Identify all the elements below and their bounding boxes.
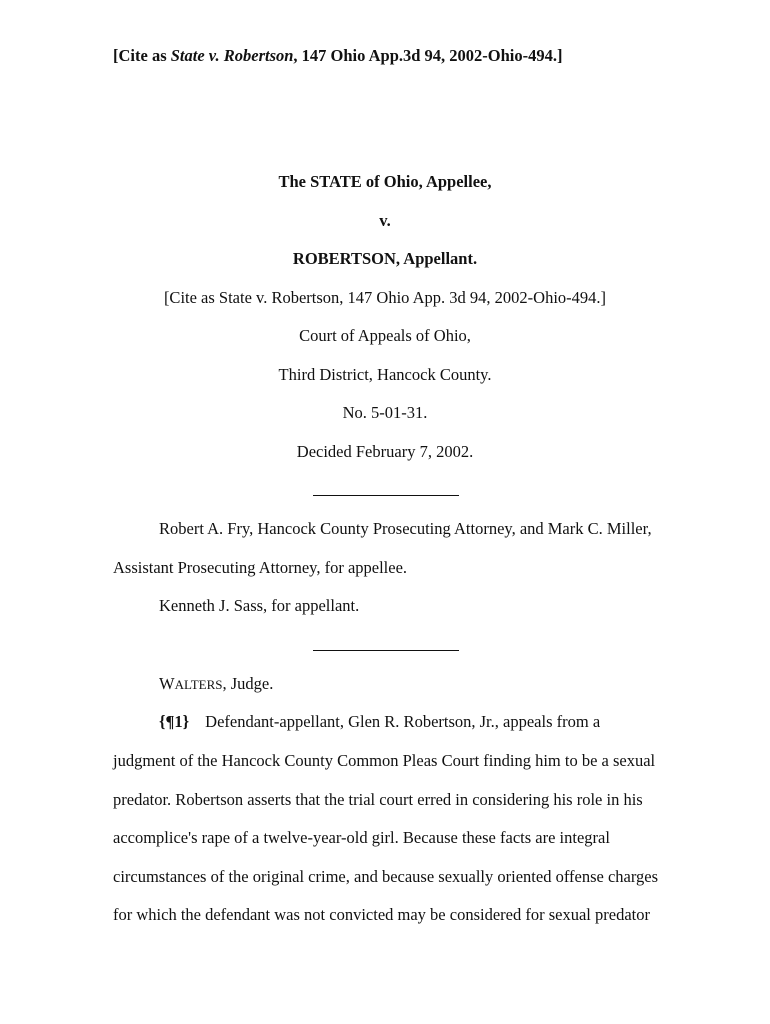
judge-initial: W (159, 674, 175, 693)
citation-suffix: , 147 Ohio App.3d 94, 2002-Ohio-494.] (293, 46, 563, 65)
paragraph-line: accomplice's rape of a twelve-year-old girl. Because these facts are integral (113, 828, 610, 847)
case-name-italic: State v. Robertson (170, 46, 294, 65)
divider (313, 495, 459, 496)
docket-number: No. 5-01-31. (342, 403, 428, 422)
counsel-appellant: Kenneth J. Sass, for appellant. (159, 596, 360, 615)
citation-prefix: [Cite as (113, 46, 171, 65)
divider (313, 650, 459, 651)
counsel-appellee-line1: Robert A. Fry, Hancock County Prosecuting Attorney, and Mark C. Miller, (159, 519, 652, 538)
paragraph-first-line (159, 712, 600, 732)
judge-name (159, 674, 273, 695)
versus: v. (379, 211, 391, 230)
counsel-appellee-line2: Assistant Prosecuting Attorney, for appellee. (113, 558, 408, 577)
party-appellee: The STATE of Ohio, Appellee, (278, 172, 492, 191)
citation-header (113, 46, 563, 66)
paragraph-marker: {¶1} (159, 712, 190, 731)
paragraph-line: circumstances of the original crime, and because sexually oriented offense charges (113, 867, 659, 886)
paragraph-line: for which the defendant was not convicted may be considered for sexual predator (113, 905, 650, 924)
judge-rest: ALTERS (174, 677, 223, 692)
judge-suffix: , Judge. (222, 674, 274, 693)
district: Third District, Hancock County. (278, 365, 492, 384)
court-name: Court of Appeals of Ohio, (299, 326, 471, 345)
decision-date: Decided February 7, 2002. (296, 442, 474, 461)
caption-citation: [Cite as State v. Robertson, 147 Ohio App. 3d 94, 2002-Ohio-494.] (163, 288, 607, 307)
party-appellant: ROBERTSON, Appellant. (292, 249, 478, 268)
paragraph-line: judgment of the Hancock County Common Pleas Court finding him to be a sexual (113, 751, 656, 770)
paragraph-line: predator. Robertson asserts that the trial court erred in considering his role in his (113, 790, 643, 809)
paragraph-line: Defendant-appellant, Glen R. Robertson, Jr., appeals from a (205, 712, 601, 731)
